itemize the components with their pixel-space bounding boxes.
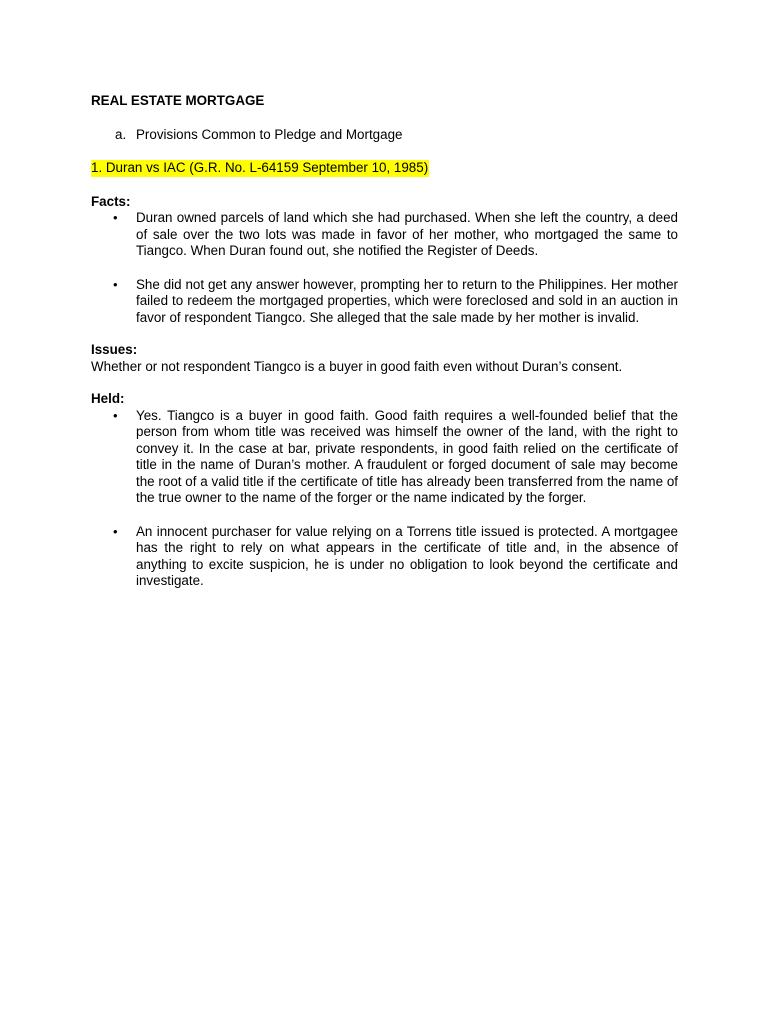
subsection-heading [91, 127, 678, 144]
held-heading: Held: [91, 391, 125, 406]
facts-item [91, 210, 678, 260]
case-title: 1. Duran vs IAC (G.R. No. L-64159 September 10, 1985) [91, 160, 429, 175]
bullet-icon: • [113, 276, 118, 292]
document-title: REAL ESTATE MORTGAGE [91, 93, 265, 108]
document-body [91, 93, 678, 590]
subsection-label: Provisions Common to Pledge and Mortgage [136, 126, 403, 142]
held-item [91, 408, 678, 507]
bullet-icon: • [113, 523, 118, 539]
bullet-icon: • [113, 407, 118, 423]
held-item [91, 524, 678, 590]
facts-list [91, 210, 678, 326]
issues-text: Whether or not respondent Tiangco is a buyer in good faith even without Duran’s consent. [91, 358, 623, 374]
facts-item-text: She did not get any answer however, prompting her to return to the Philippines. Her mother failed to redeem the mortgaged properties, which were foreclosed and sold in an auction in favor of respondent Tiangco. She alleged that the sale made by her mother is invalid. [136, 276, 678, 325]
bullet-icon: • [113, 210, 118, 225]
case-title-line [91, 160, 678, 177]
issues-heading: Issues: [91, 342, 138, 357]
subsection-marker: a. [115, 126, 127, 142]
facts-item [91, 277, 678, 327]
held-list [91, 408, 678, 590]
held-item-text: Yes. Tiangco is a buyer in good faith. Good faith requires a well-founded belief that the person from whom title was received was himself the owner of the land, with the right to convey it. In the case at bar, private respondents, in good faith relied on the certificate of title in the name of Duran’s mother. A fraudulent or forged document of sale may become the root of a valid title if the certificate of title has already been transferred from the name of the true owner to the name of the forger or the name indicated by the forger. [136, 407, 678, 505]
held-item-text: An innocent purchaser for value relying on a Torrens title issued is protected. A mortgagee has the right to rely on what appears in the certificate of title and, in the absence of anything to excite suspicion, he is under no obligation to look beyond the certificate and investigate. [136, 523, 678, 588]
facts-item-text: Duran owned parcels of land which she had purchased. When she left the country, a deed of sale over the two lots was made in favor of her mother, who mortgaged the same to Tiangco. When Duran found out, she notified the Register of Deeds. [136, 210, 678, 258]
facts-heading: Facts: [91, 193, 131, 209]
